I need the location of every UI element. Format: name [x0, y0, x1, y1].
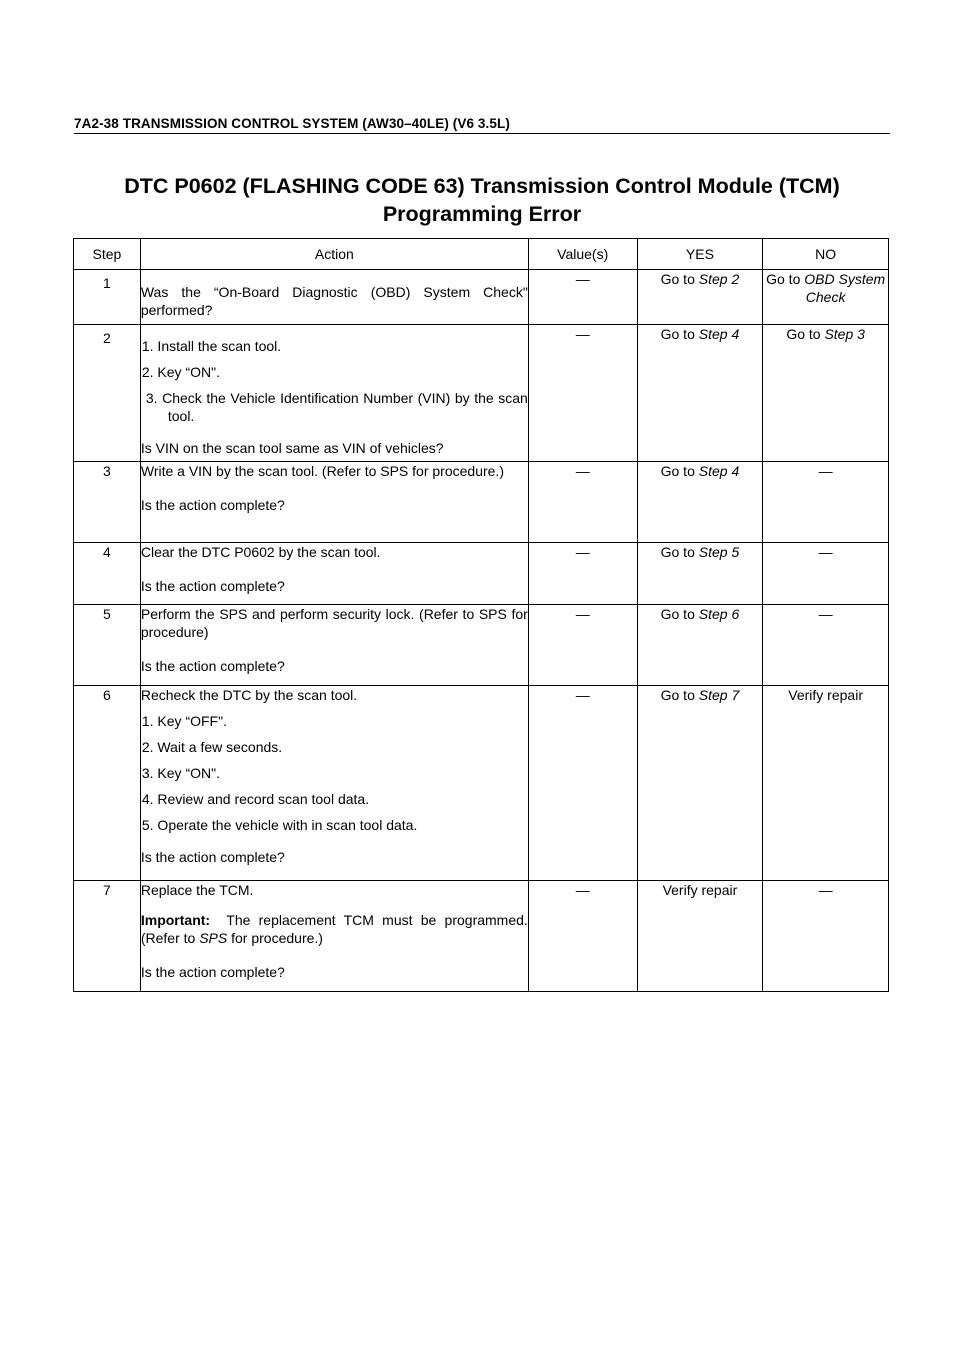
table-row: [74, 543, 889, 605]
table-row: [74, 270, 889, 325]
yes-step-ref: Step 4: [698, 326, 740, 342]
question-text: Is the action complete?: [140, 578, 285, 594]
substep-list: [141, 337, 528, 425]
yes-prefix: Go to: [660, 271, 699, 287]
value-cell: —: [528, 543, 637, 605]
value-cell: —: [528, 686, 637, 881]
substep-item: 5. Operate the vehicle with in scan tool data.: [141, 817, 418, 833]
substep-item: 2. Key “ON".: [141, 364, 220, 380]
value-cell: —: [528, 270, 637, 325]
action-cell: [140, 881, 532, 992]
value-cell: —: [528, 462, 637, 543]
yes-cell: [637, 543, 763, 605]
step-number: 5: [74, 605, 141, 686]
substep-item: 3. Check the Vehicle Identification Number (VIN) by the scan tool.: [145, 390, 528, 424]
action-text: Recheck the DTC by the scan tool.: [140, 687, 358, 703]
header-divider: [74, 133, 890, 134]
action-cell: [140, 462, 528, 543]
question-text: Is VIN on the scan tool same as VIN of vehicles?: [140, 440, 444, 456]
substep-list: [141, 712, 528, 834]
yes-cell: Verify repair: [637, 881, 763, 992]
action-text: Perform the SPS and perform security lock. (Refer to SPS for procedure): [140, 606, 528, 640]
important-ref: SPS: [199, 930, 228, 946]
action-text: Was the “On-Board Diagnostic (OBD) System Check" performed?: [140, 284, 528, 318]
question-text: Is the action complete?: [140, 964, 285, 980]
no-cell: [763, 325, 889, 462]
table-row: [74, 686, 889, 881]
substep-item: 3. Key “ON".: [141, 765, 220, 781]
question-text: Is the action complete?: [140, 658, 285, 674]
diagnostic-table: [73, 238, 889, 992]
step-number: 6: [74, 686, 141, 881]
page-title: [74, 172, 890, 228]
no-cell: —: [763, 462, 889, 543]
table-row: [74, 462, 889, 543]
important-note: [140, 911, 532, 947]
no-cell: —: [763, 543, 889, 605]
no-prefix: Go to: [786, 326, 825, 342]
yes-step-ref: Step 5: [698, 544, 740, 560]
substep-item: 4. Review and record scan tool data.: [141, 791, 370, 807]
yes-prefix: Go to: [660, 326, 699, 342]
table-header-row: [74, 239, 889, 270]
action-cell: [140, 270, 528, 325]
question-text: Is the action complete?: [140, 497, 285, 513]
no-cell: —: [763, 881, 889, 992]
yes-step-ref: Step 2: [698, 271, 740, 287]
important-text: The replacement TCM must be programmed. (Refer to: [140, 912, 532, 946]
action-text: Replace the TCM.: [140, 882, 254, 898]
step-number: 2: [74, 325, 141, 462]
yes-cell: [637, 686, 763, 881]
no-cell: —: [763, 605, 889, 686]
action-cell: [140, 686, 528, 881]
action-cell: [140, 543, 528, 605]
value-cell: —: [528, 605, 637, 686]
yes-step-ref: Step 7: [698, 687, 740, 703]
action-text: Write a VIN by the scan tool. (Refer to SPS for procedure.): [140, 463, 504, 479]
column-header-yes: YES: [637, 239, 763, 270]
column-header-values: Value(s): [528, 239, 637, 270]
value-cell: —: [528, 325, 637, 462]
title-line-1: DTC P0602 (FLASHING CODE 63) Transmission Control Module (TCM): [124, 174, 840, 198]
column-header-no: NO: [763, 239, 889, 270]
yes-cell: [637, 605, 763, 686]
question-text: Is the action complete?: [140, 849, 285, 865]
no-cell: [763, 270, 889, 325]
step-number: 4: [74, 543, 141, 605]
step-number: 3: [74, 462, 141, 543]
step-number: 1: [74, 270, 141, 325]
no-step-ref: OBD System Check: [804, 271, 886, 305]
action-cell: [140, 605, 528, 686]
table-row: [74, 881, 889, 992]
yes-prefix: Go to: [660, 463, 699, 479]
title-line-2: Programming Error: [382, 202, 582, 226]
column-header-step: Step: [74, 239, 141, 270]
action-text: Clear the DTC P0602 by the scan tool.: [140, 544, 381, 560]
yes-cell: [637, 462, 763, 543]
yes-prefix: Go to: [660, 687, 699, 703]
no-step-ref: Step 3: [824, 326, 865, 342]
column-header-action: Action: [140, 239, 528, 270]
substep-item: 1. Install the scan tool.: [141, 338, 282, 354]
no-prefix: Go to: [766, 271, 805, 287]
yes-prefix: Go to: [660, 606, 699, 622]
value-cell: —: [528, 881, 637, 992]
yes-cell: [637, 325, 763, 462]
table-row: [74, 325, 889, 462]
running-header: 7A2-38 TRANSMISSION CONTROL SYSTEM (AW30–40LE) (V6 3.5L): [74, 116, 510, 131]
yes-step-ref: Step 4: [698, 463, 740, 479]
step-number: 7: [74, 881, 141, 992]
table-row: [74, 605, 889, 686]
substep-item: 2. Wait a few seconds.: [141, 739, 283, 755]
yes-prefix: Go to: [660, 544, 699, 560]
no-cell: Verify repair: [763, 686, 889, 881]
action-cell: [140, 325, 528, 462]
yes-cell: [637, 270, 763, 325]
important-text-end: for procedure.): [227, 930, 323, 946]
yes-step-ref: Step 6: [698, 606, 740, 622]
important-label: Important:: [140, 912, 211, 928]
substep-item: 1. Key “OFF".: [141, 713, 227, 729]
